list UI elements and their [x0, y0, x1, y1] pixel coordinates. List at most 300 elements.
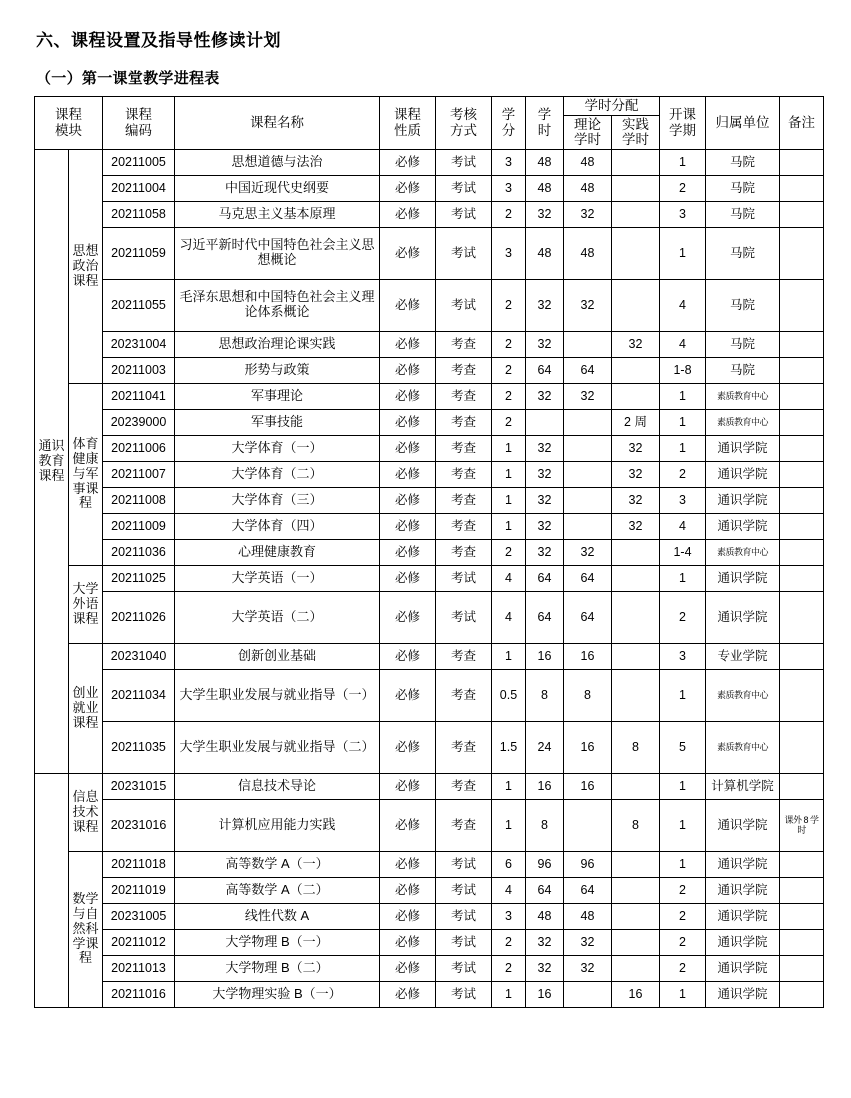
- course-name-cell: 思想政治理论课实践: [175, 331, 380, 357]
- remark-cell: [780, 851, 824, 877]
- term-cell: 2: [660, 591, 706, 643]
- total-hours-cell: 48: [526, 175, 564, 201]
- theory-hours-cell: 32: [564, 279, 612, 331]
- header-code: 课程 编码: [103, 97, 175, 150]
- exam-method-cell: 考查: [436, 409, 492, 435]
- theory-hours-cell: [564, 487, 612, 513]
- course-name-cell: 习近平新时代中国特色社会主义思想概论: [175, 227, 380, 279]
- exam-method-cell: 考试: [436, 851, 492, 877]
- remark-cell: [780, 903, 824, 929]
- remark-cell: [780, 279, 824, 331]
- department-cell: 通识学院: [706, 565, 780, 591]
- curriculum-plan-table: [34, 96, 824, 1008]
- practice-hours-cell: [612, 851, 660, 877]
- total-hours-cell: 64: [526, 357, 564, 383]
- credit-cell: 1: [492, 773, 526, 799]
- exam-method-cell: 考查: [436, 487, 492, 513]
- course-code-cell: 20211041: [103, 383, 175, 409]
- remark-cell: [780, 149, 824, 175]
- course-code-cell: 20211016: [103, 981, 175, 1007]
- remark-cell: [780, 435, 824, 461]
- course-code-cell: 20231004: [103, 331, 175, 357]
- department-cell: 通识学院: [706, 903, 780, 929]
- table-row: [35, 409, 824, 435]
- course-property-cell: 必修: [380, 461, 436, 487]
- remark-cell: [780, 721, 824, 773]
- theory-hours-cell: 16: [564, 721, 612, 773]
- course-name-cell: 大学英语（二）: [175, 591, 380, 643]
- term-cell: 5: [660, 721, 706, 773]
- table-row: [35, 799, 824, 851]
- table-row: [35, 227, 824, 279]
- practice-hours-cell: [612, 357, 660, 383]
- term-cell: 1: [660, 565, 706, 591]
- table-row: [35, 929, 824, 955]
- course-property-cell: 必修: [380, 591, 436, 643]
- total-hours-cell: 32: [526, 487, 564, 513]
- remark-cell: [780, 643, 824, 669]
- department-cell: 素质教育中心: [706, 721, 780, 773]
- theory-hours-cell: [564, 409, 612, 435]
- credit-cell: 1: [492, 461, 526, 487]
- course-name-cell: 大学体育（二）: [175, 461, 380, 487]
- practice-hours-cell: [612, 383, 660, 409]
- total-hours-cell: 48: [526, 227, 564, 279]
- course-code-cell: 20211059: [103, 227, 175, 279]
- table-row: [35, 643, 824, 669]
- credit-cell: 2: [492, 357, 526, 383]
- credit-cell: 1: [492, 799, 526, 851]
- theory-hours-cell: [564, 513, 612, 539]
- course-code-cell: 20231015: [103, 773, 175, 799]
- course-code-cell: 20211025: [103, 565, 175, 591]
- course-group-cell: 创业 就业 课程: [69, 643, 103, 773]
- exam-method-cell: 考查: [436, 461, 492, 487]
- course-code-cell: 20211006: [103, 435, 175, 461]
- exam-method-cell: 考试: [436, 877, 492, 903]
- credit-cell: 1: [492, 435, 526, 461]
- remark-cell: [780, 955, 824, 981]
- remark-cell: [780, 565, 824, 591]
- header-hours: 学 时: [526, 97, 564, 150]
- credit-cell: 2: [492, 383, 526, 409]
- course-code-cell: 20211005: [103, 149, 175, 175]
- course-property-cell: 必修: [380, 799, 436, 851]
- theory-hours-cell: 64: [564, 565, 612, 591]
- table-row: [35, 201, 824, 227]
- credit-cell: 2: [492, 539, 526, 565]
- term-cell: 4: [660, 331, 706, 357]
- header-module: 课程 模块: [35, 97, 103, 150]
- table-row: [35, 487, 824, 513]
- theory-hours-cell: [564, 331, 612, 357]
- term-cell: 2: [660, 929, 706, 955]
- course-code-cell: 20211026: [103, 591, 175, 643]
- course-code-cell: 20211035: [103, 721, 175, 773]
- course-code-cell: 20211034: [103, 669, 175, 721]
- header-theory-hours: 理论 学时: [564, 115, 612, 149]
- section-heading: 六、课程设置及指导性修读计划: [36, 31, 281, 50]
- table-row: [35, 591, 824, 643]
- total-hours-cell: 8: [526, 799, 564, 851]
- remark-cell: [780, 227, 824, 279]
- credit-cell: 1: [492, 513, 526, 539]
- course-property-cell: 必修: [380, 175, 436, 201]
- course-property-cell: 必修: [380, 851, 436, 877]
- exam-method-cell: 考试: [436, 227, 492, 279]
- total-hours-cell: 32: [526, 955, 564, 981]
- course-name-cell: 大学体育（三）: [175, 487, 380, 513]
- term-cell: 4: [660, 279, 706, 331]
- theory-hours-cell: 48: [564, 227, 612, 279]
- term-cell: 3: [660, 487, 706, 513]
- practice-hours-cell: [612, 279, 660, 331]
- department-cell: 通识学院: [706, 591, 780, 643]
- department-cell: 素质教育中心: [706, 539, 780, 565]
- credit-cell: 4: [492, 877, 526, 903]
- practice-hours-cell: 32: [612, 435, 660, 461]
- course-name-cell: 大学生职业发展与就业指导（二）: [175, 721, 380, 773]
- table-row: [35, 773, 824, 799]
- theory-hours-cell: 16: [564, 773, 612, 799]
- table-row: [35, 877, 824, 903]
- department-cell: 通识学院: [706, 929, 780, 955]
- term-cell: 3: [660, 201, 706, 227]
- total-hours-cell: 32: [526, 383, 564, 409]
- remark-cell: [780, 487, 824, 513]
- credit-cell: 1.5: [492, 721, 526, 773]
- total-hours-cell: 64: [526, 565, 564, 591]
- remark-cell: [780, 929, 824, 955]
- remark-cell: [780, 383, 824, 409]
- course-name-cell: 思想道德与法治: [175, 149, 380, 175]
- theory-hours-cell: 16: [564, 643, 612, 669]
- practice-hours-cell: [612, 175, 660, 201]
- remark-cell: [780, 409, 824, 435]
- course-property-cell: 必修: [380, 903, 436, 929]
- theory-hours-cell: 48: [564, 149, 612, 175]
- exam-method-cell: 考查: [436, 773, 492, 799]
- practice-hours-cell: 8: [612, 799, 660, 851]
- credit-cell: 3: [492, 175, 526, 201]
- course-name-cell: 大学物理实验 B（一）: [175, 981, 380, 1007]
- course-code-cell: 20211013: [103, 955, 175, 981]
- theory-hours-cell: 32: [564, 383, 612, 409]
- term-cell: 1: [660, 669, 706, 721]
- exam-method-cell: 考查: [436, 539, 492, 565]
- practice-hours-cell: 2 周: [612, 409, 660, 435]
- credit-cell: 2: [492, 279, 526, 331]
- course-property-cell: 必修: [380, 773, 436, 799]
- credit-cell: 4: [492, 565, 526, 591]
- credit-cell: 2: [492, 409, 526, 435]
- course-code-cell: 20231040: [103, 643, 175, 669]
- course-property-cell: 必修: [380, 487, 436, 513]
- practice-hours-cell: [612, 903, 660, 929]
- table-header: [35, 97, 824, 150]
- practice-hours-cell: [612, 227, 660, 279]
- header-row-1: [35, 97, 824, 116]
- practice-hours-cell: [612, 201, 660, 227]
- exam-method-cell: 考查: [436, 331, 492, 357]
- term-cell: 1: [660, 981, 706, 1007]
- course-code-cell: 20211012: [103, 929, 175, 955]
- practice-hours-cell: [612, 565, 660, 591]
- table-row: [35, 331, 824, 357]
- table-row: [35, 175, 824, 201]
- course-name-cell: 创新创业基础: [175, 643, 380, 669]
- subsection-heading: （一）第一课堂教学进程表: [36, 70, 220, 87]
- header-exam-method: 考核 方式: [436, 97, 492, 150]
- credit-cell: 3: [492, 227, 526, 279]
- remark-cell: [780, 539, 824, 565]
- table-row: [35, 539, 824, 565]
- course-name-cell: 大学物理 B（二）: [175, 955, 380, 981]
- course-property-cell: 必修: [380, 357, 436, 383]
- term-cell: 1: [660, 409, 706, 435]
- course-group-cell: 思想 政治 课程: [69, 149, 103, 383]
- exam-method-cell: 考查: [436, 513, 492, 539]
- table-body: [35, 149, 824, 1007]
- total-hours-cell: 48: [526, 903, 564, 929]
- theory-hours-cell: 64: [564, 357, 612, 383]
- practice-hours-cell: 32: [612, 487, 660, 513]
- term-cell: 1: [660, 851, 706, 877]
- department-cell: 通识学院: [706, 513, 780, 539]
- total-hours-cell: 64: [526, 877, 564, 903]
- credit-cell: 2: [492, 955, 526, 981]
- course-property-cell: 必修: [380, 565, 436, 591]
- total-hours-cell: 48: [526, 149, 564, 175]
- course-name-cell: 军事理论: [175, 383, 380, 409]
- course-code-cell: 20231005: [103, 903, 175, 929]
- course-code-cell: 20211004: [103, 175, 175, 201]
- course-name-cell: 大学英语（一）: [175, 565, 380, 591]
- term-cell: 1: [660, 149, 706, 175]
- total-hours-cell: 32: [526, 435, 564, 461]
- course-property-cell: 必修: [380, 669, 436, 721]
- remark-cell: [780, 981, 824, 1007]
- remark-cell: [780, 357, 824, 383]
- course-name-cell: 计算机应用能力实践: [175, 799, 380, 851]
- theory-hours-cell: 48: [564, 903, 612, 929]
- module-cell: [35, 773, 69, 1007]
- exam-method-cell: 考查: [436, 799, 492, 851]
- exam-method-cell: 考试: [436, 279, 492, 331]
- header-remark: 备注: [780, 97, 824, 150]
- table-row: [35, 435, 824, 461]
- header-department: 归属单位: [706, 97, 780, 150]
- total-hours-cell: 16: [526, 773, 564, 799]
- term-cell: 2: [660, 175, 706, 201]
- course-property-cell: 必修: [380, 227, 436, 279]
- header-practice-hours: 实践 学时: [612, 115, 660, 149]
- course-code-cell: 20211009: [103, 513, 175, 539]
- remark-cell: [780, 877, 824, 903]
- course-code-cell: 20211036: [103, 539, 175, 565]
- table-row: [35, 357, 824, 383]
- header-hour-allocation: 学时分配: [564, 97, 660, 116]
- header-property: 课程 性质: [380, 97, 436, 150]
- course-name-cell: 心理健康教育: [175, 539, 380, 565]
- department-cell: 通识学院: [706, 955, 780, 981]
- credit-cell: 4: [492, 591, 526, 643]
- credit-cell: 3: [492, 149, 526, 175]
- total-hours-cell: 32: [526, 279, 564, 331]
- module-cell: 通识 教育 课程: [35, 149, 69, 773]
- department-cell: 计算机学院: [706, 773, 780, 799]
- course-property-cell: 必修: [380, 721, 436, 773]
- exam-method-cell: 考查: [436, 669, 492, 721]
- header-course-name: 课程名称: [175, 97, 380, 150]
- practice-hours-cell: [612, 149, 660, 175]
- course-code-cell: 20211058: [103, 201, 175, 227]
- practice-hours-cell: [612, 539, 660, 565]
- remark-cell: [780, 331, 824, 357]
- course-property-cell: 必修: [380, 383, 436, 409]
- course-name-cell: 大学生职业发展与就业指导（一）: [175, 669, 380, 721]
- course-name-cell: 信息技术导论: [175, 773, 380, 799]
- course-property-cell: 必修: [380, 331, 436, 357]
- total-hours-cell: 16: [526, 981, 564, 1007]
- remark-cell: [780, 201, 824, 227]
- table-row: [35, 851, 824, 877]
- course-code-cell: 20239000: [103, 409, 175, 435]
- department-cell: 素质教育中心: [706, 409, 780, 435]
- course-name-cell: 毛泽东思想和中国特色社会主义理论体系概论: [175, 279, 380, 331]
- term-cell: 2: [660, 461, 706, 487]
- course-code-cell: 20211055: [103, 279, 175, 331]
- course-property-cell: 必修: [380, 279, 436, 331]
- course-property-cell: 必修: [380, 513, 436, 539]
- term-cell: 2: [660, 903, 706, 929]
- total-hours-cell: 32: [526, 929, 564, 955]
- total-hours-cell: 64: [526, 591, 564, 643]
- course-code-cell: 20231016: [103, 799, 175, 851]
- total-hours-cell: 24: [526, 721, 564, 773]
- credit-cell: 0.5: [492, 669, 526, 721]
- exam-method-cell: 考查: [436, 721, 492, 773]
- department-cell: 马院: [706, 279, 780, 331]
- exam-method-cell: 考试: [436, 149, 492, 175]
- exam-method-cell: 考查: [436, 435, 492, 461]
- course-property-cell: 必修: [380, 643, 436, 669]
- total-hours-cell: 32: [526, 331, 564, 357]
- course-code-cell: 20211018: [103, 851, 175, 877]
- term-cell: 1: [660, 435, 706, 461]
- practice-hours-cell: [612, 955, 660, 981]
- term-cell: 1: [660, 773, 706, 799]
- practice-hours-cell: [612, 877, 660, 903]
- theory-hours-cell: 64: [564, 591, 612, 643]
- course-name-cell: 线性代数 A: [175, 903, 380, 929]
- table-row: [35, 721, 824, 773]
- table-row: [35, 279, 824, 331]
- term-cell: 1: [660, 383, 706, 409]
- header-credit: 学 分: [492, 97, 526, 150]
- theory-hours-cell: 32: [564, 539, 612, 565]
- table-row: [35, 669, 824, 721]
- exam-method-cell: 考试: [436, 201, 492, 227]
- course-name-cell: 中国近现代史纲要: [175, 175, 380, 201]
- exam-method-cell: 考试: [436, 981, 492, 1007]
- credit-cell: 2: [492, 331, 526, 357]
- course-name-cell: 大学体育（四）: [175, 513, 380, 539]
- department-cell: 通识学院: [706, 981, 780, 1007]
- theory-hours-cell: [564, 799, 612, 851]
- course-property-cell: 必修: [380, 539, 436, 565]
- theory-hours-cell: 32: [564, 929, 612, 955]
- department-cell: 通识学院: [706, 851, 780, 877]
- practice-hours-cell: 32: [612, 331, 660, 357]
- remark-cell: [780, 591, 824, 643]
- exam-method-cell: 考查: [436, 357, 492, 383]
- course-name-cell: 形势与政策: [175, 357, 380, 383]
- table-row: [35, 903, 824, 929]
- course-property-cell: 必修: [380, 981, 436, 1007]
- exam-method-cell: 考查: [436, 383, 492, 409]
- course-property-cell: 必修: [380, 955, 436, 981]
- department-cell: 通识学院: [706, 461, 780, 487]
- practice-hours-cell: [612, 929, 660, 955]
- theory-hours-cell: 48: [564, 175, 612, 201]
- exam-method-cell: 考试: [436, 175, 492, 201]
- practice-hours-cell: [612, 773, 660, 799]
- credit-cell: 2: [492, 929, 526, 955]
- department-cell: 通识学院: [706, 799, 780, 851]
- table-row: [35, 565, 824, 591]
- course-property-cell: 必修: [380, 435, 436, 461]
- department-cell: 马院: [706, 227, 780, 279]
- exam-method-cell: 考试: [436, 903, 492, 929]
- course-group-cell: 体育 健康 与军 事课 程: [69, 383, 103, 565]
- course-name-cell: 马克思主义基本原理: [175, 201, 380, 227]
- credit-cell: 6: [492, 851, 526, 877]
- remark-cell: 课外 8 学时: [780, 799, 824, 851]
- term-cell: 3: [660, 643, 706, 669]
- remark-cell: [780, 513, 824, 539]
- course-group-cell: 大学 外语 课程: [69, 565, 103, 643]
- theory-hours-cell: [564, 981, 612, 1007]
- credit-cell: 1: [492, 981, 526, 1007]
- practice-hours-cell: [612, 591, 660, 643]
- remark-cell: [780, 461, 824, 487]
- total-hours-cell: 96: [526, 851, 564, 877]
- course-group-cell: 数学 与自 然科 学课 程: [69, 851, 103, 1007]
- practice-hours-cell: 32: [612, 461, 660, 487]
- course-property-cell: 必修: [380, 201, 436, 227]
- total-hours-cell: 32: [526, 461, 564, 487]
- credit-cell: 3: [492, 903, 526, 929]
- term-cell: 1: [660, 799, 706, 851]
- table-row: [35, 981, 824, 1007]
- theory-hours-cell: 64: [564, 877, 612, 903]
- credit-cell: 1: [492, 487, 526, 513]
- practice-hours-cell: [612, 669, 660, 721]
- remark-cell: [780, 773, 824, 799]
- total-hours-cell: 16: [526, 643, 564, 669]
- total-hours-cell: 32: [526, 201, 564, 227]
- term-cell: 2: [660, 877, 706, 903]
- department-cell: 马院: [706, 331, 780, 357]
- course-group-cell: 信息 技术 课程: [69, 773, 103, 851]
- total-hours-cell: 32: [526, 513, 564, 539]
- course-name-cell: 高等数学 A（一）: [175, 851, 380, 877]
- theory-hours-cell: [564, 461, 612, 487]
- exam-method-cell: 考试: [436, 955, 492, 981]
- course-code-cell: 20211003: [103, 357, 175, 383]
- practice-hours-cell: [612, 643, 660, 669]
